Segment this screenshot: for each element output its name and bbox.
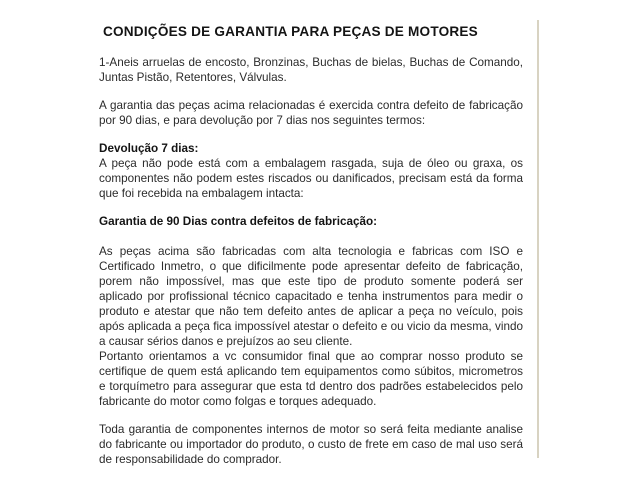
devolucao-body-paragraph: A peça não pode está com a embalagem rasgada, suja de óleo ou graxa, os componentes não podem estes riscados ou danificados, precisam está da forma que foi recebida na embalagem intacta: xyxy=(99,157,523,200)
garantia-body-paragraph-2: Portanto orientamos a vc consumidor final que ao comprar nosso produto se certifique de quem está aplicando tem equipamentos como súbitos, micrometros e torquímetro para assegurar que esta td dentro dos padrões estabelecidos pelo fabricante do motor como folgas e torques adequado. xyxy=(99,350,523,408)
devolucao-heading: Devolução 7 dias: xyxy=(99,142,199,155)
garantia-90-dias-section xyxy=(99,214,523,409)
final-note-paragraph: Toda garantia de componentes internos de motor so será feita mediante analise do fabricante ou importador do produto, o custo de frete em caso de mal uso será de responsabilidade do comprador. xyxy=(99,423,523,466)
right-divider-rule xyxy=(537,20,539,458)
devolucao-section xyxy=(99,141,523,201)
document-content xyxy=(99,18,523,480)
garantia-heading: Garantia de 90 Dias contra defeitos de fabricação: xyxy=(99,215,378,228)
garantia-body-paragraph-1: As peças acima são fabricadas com alta tecnologia e fabricas com ISO e Certificado Inmetro, o que dificilmente pode apresentar defeito de fabricação, porem não impossível, mas que este tipo de produto somente poderá ser aplicado por profissional técnico capacitado e tenha instrumentos para medir o produto e atestar que não tem defeito antes de aplicar a peça no veículo, pois após aplicada a peça fica impossível atestar o defeito e ou vicio da mesma, vindo a causar sérios danos e prejuízos ao seu cliente. xyxy=(99,245,523,348)
warranty-summary-paragraph: A garantia das peças acima relacionadas é exercida contra defeito de fabricação por 90 dias, e para devolução por 7 dias nos seguintes termos: xyxy=(99,99,523,127)
intro-parts-paragraph: 1-Aneis arruelas de encosto, Bronzinas, Buchas de bielas, Buchas de Comando, Juntas Pistão, Retentores, Válvulas. xyxy=(99,56,523,84)
page-title: CONDIÇÕES DE GARANTIA PARA PEÇAS DE MOTORES xyxy=(103,24,478,39)
